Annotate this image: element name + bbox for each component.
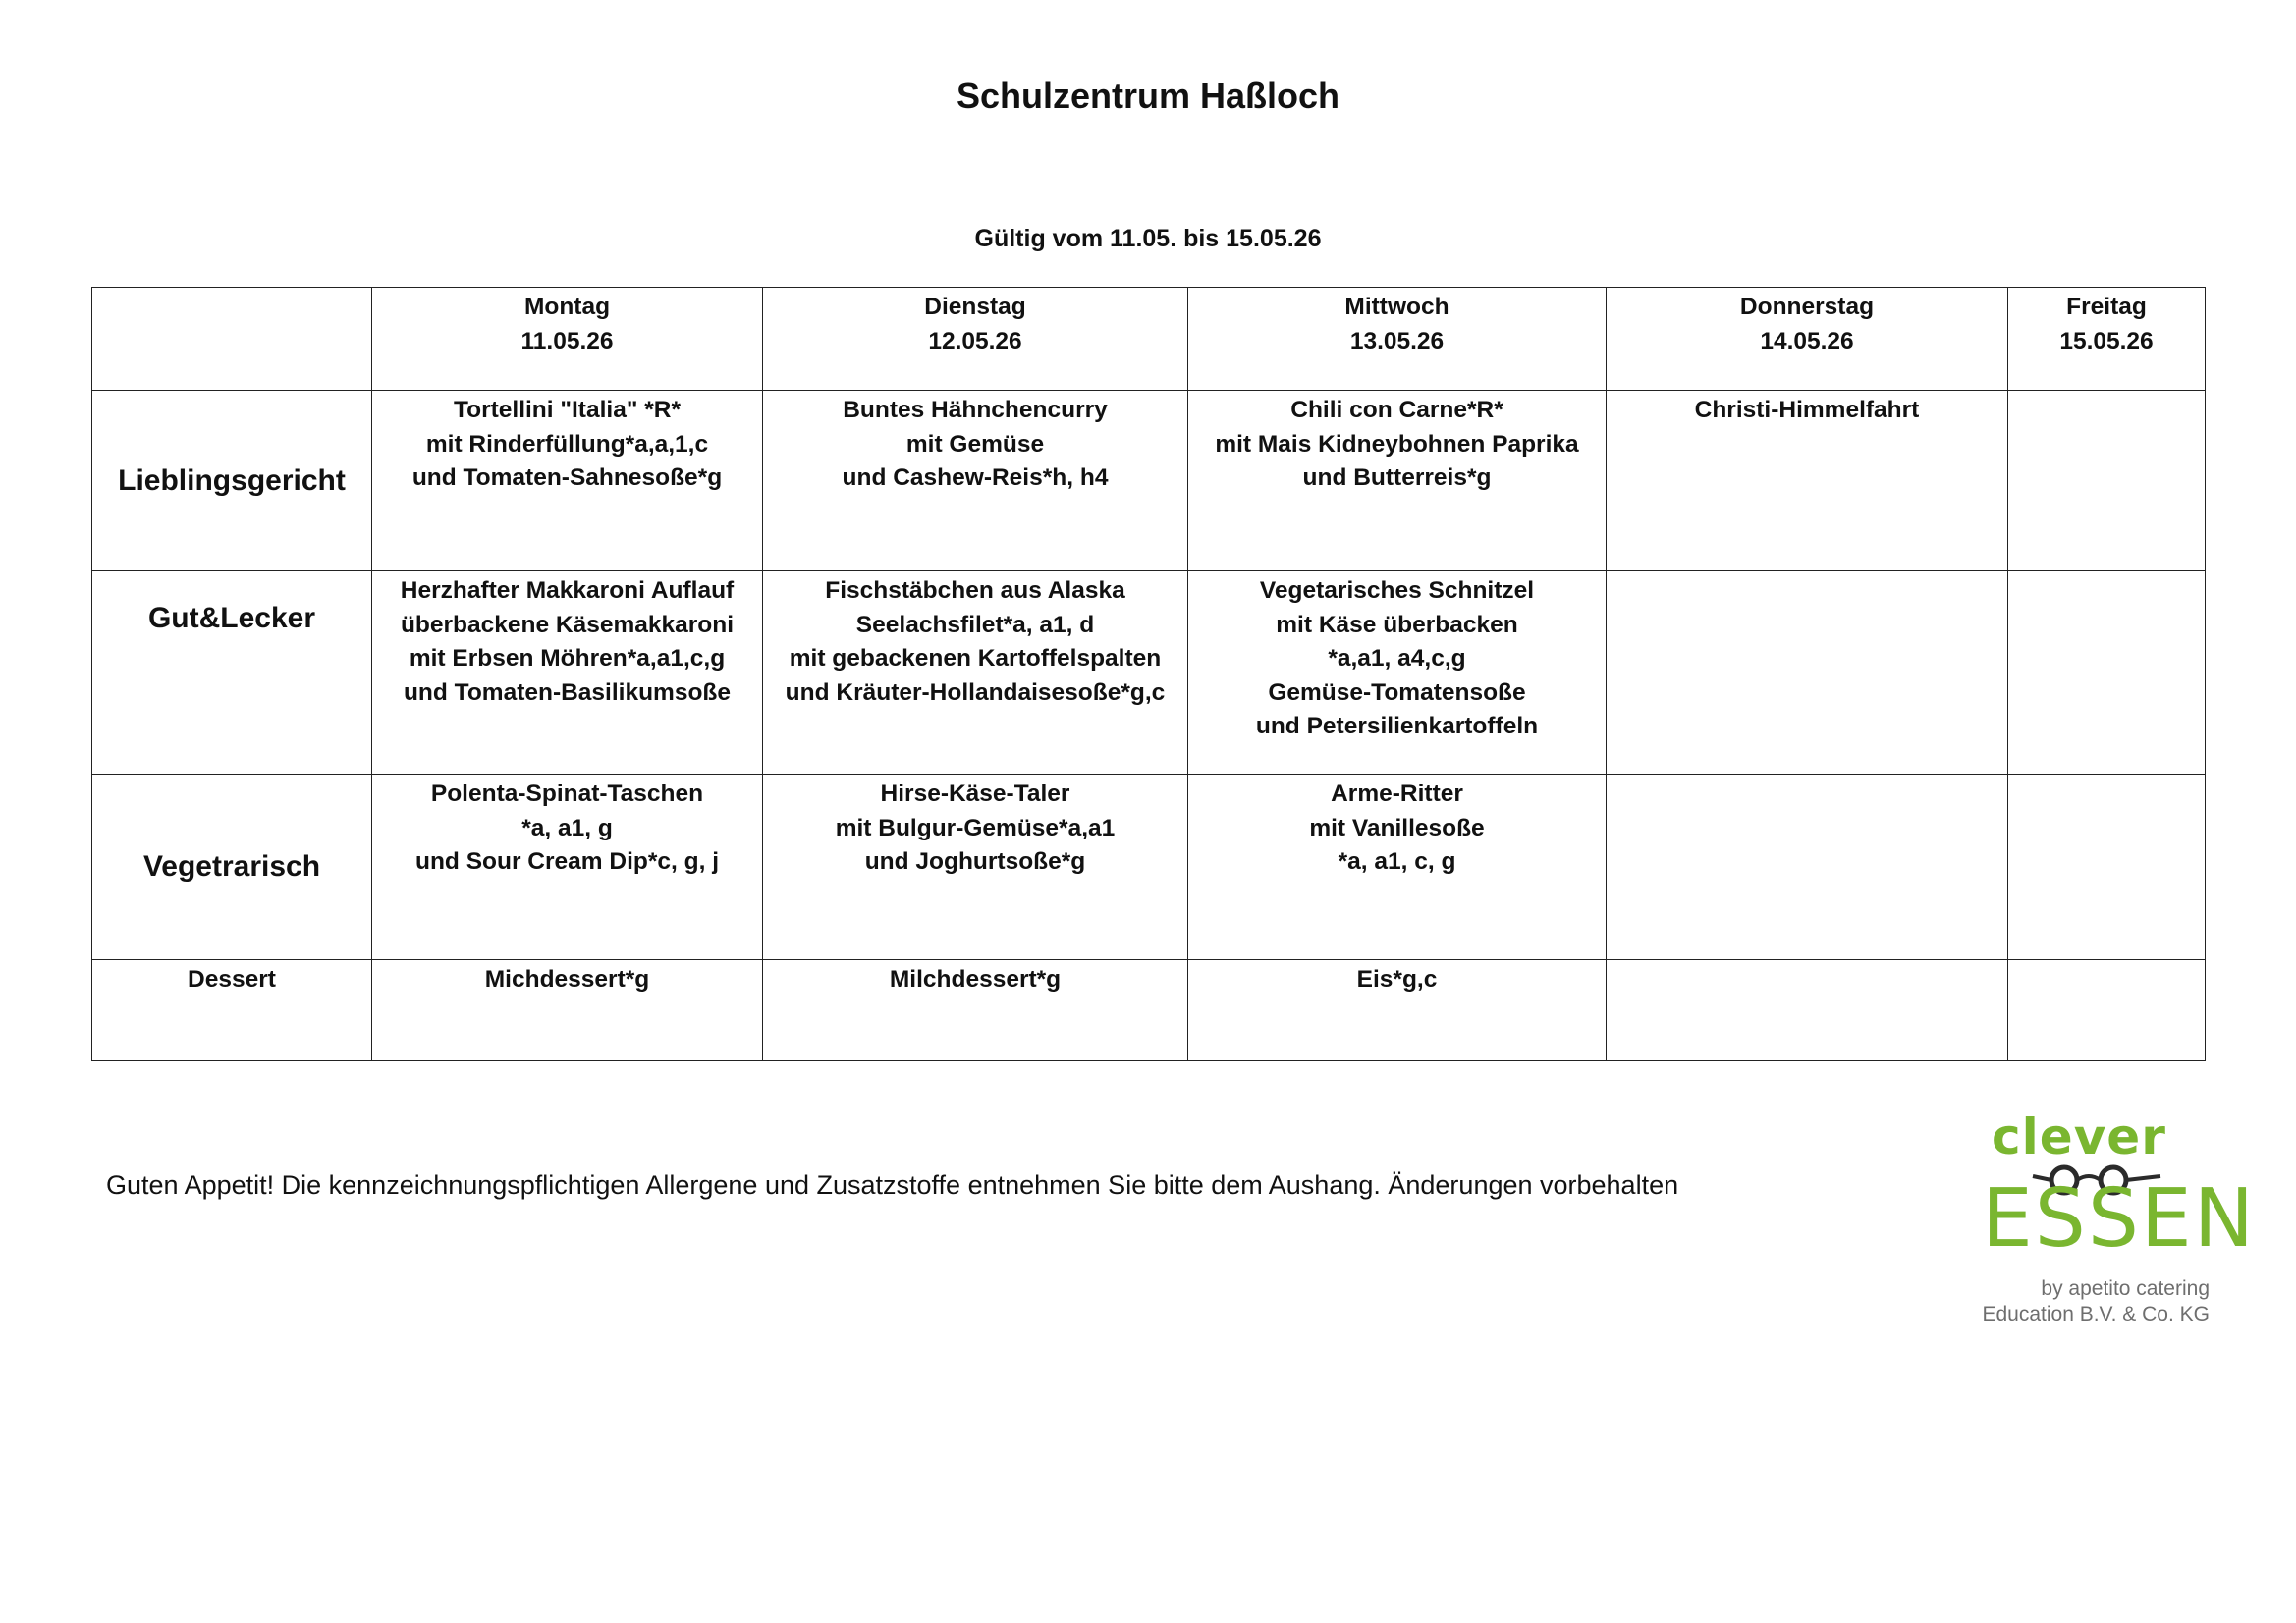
day-date: 15.05.26 bbox=[2059, 327, 2154, 354]
menu-cell: Buntes Hähnchencurry mit Gemüse und Cashew-Reis*h, h4 bbox=[763, 391, 1188, 571]
day-name: Dienstag bbox=[924, 294, 1026, 320]
menu-cell: Milchdessert*g bbox=[763, 960, 1188, 1061]
header-row bbox=[92, 288, 2206, 391]
menu-cell: Arme-Ritter mit Vanillesoße *a, a1, c, g bbox=[1188, 775, 1607, 960]
row-label: Dessert bbox=[92, 960, 372, 1061]
row-label: Vegetrarisch bbox=[92, 775, 372, 960]
day-header-tuesday bbox=[763, 288, 1188, 391]
menu-row-vegetarisch bbox=[92, 775, 2206, 960]
menu-cell: Christi-Himmelfahrt bbox=[1607, 391, 2008, 571]
corner-cell bbox=[92, 288, 372, 391]
day-name: Donnerstag bbox=[1739, 294, 1875, 320]
page-title: Schulzentrum Haßloch bbox=[956, 76, 1340, 116]
menu-row-dessert bbox=[92, 960, 2206, 1061]
menu-cell bbox=[2008, 391, 2206, 571]
day-name: Freitag bbox=[2066, 294, 2147, 320]
menu-cell bbox=[2008, 775, 2206, 960]
menu-cell: Vegetarisches Schnitzel mit Käse überbacken *a,a1, a4,c,g Gemüse-Tomatensoße und Petersilienkartoffeln bbox=[1188, 571, 1607, 775]
menu-cell: Eis*g,c bbox=[1188, 960, 1607, 1061]
logo-word-clever: clever bbox=[1992, 1109, 2166, 1165]
menu-cell: Tortellini "Italia" *R* mit Rinderfüllung*a,a,1,c und Tomaten-Sahnesoße*g bbox=[372, 391, 763, 571]
menu-cell bbox=[1607, 960, 2008, 1061]
day-header-thursday bbox=[1607, 288, 2008, 391]
validity-period: Gültig vom 11.05. bis 15.05.26 bbox=[974, 225, 1322, 252]
day-header-friday bbox=[2008, 288, 2206, 391]
day-header-monday bbox=[372, 288, 763, 391]
menu-table bbox=[91, 287, 2206, 1061]
menu-cell: Fischstäbchen aus Alaska Seelachsfilet*a, a1, d mit gebackenen Kartoffelspalten und Kräuter-Hollandaisesoße*g,c bbox=[763, 571, 1188, 775]
day-header-wednesday bbox=[1188, 288, 1607, 391]
logo-word-essen: ESSEN bbox=[1982, 1172, 2257, 1266]
day-date: 11.05.26 bbox=[520, 327, 614, 354]
menu-cell: Herzhafter Makkaroni Auflauf überbackene Käsemakkaroni mit Erbsen Möhren*a,a1,c,g und Tomaten-Basilikumsoße bbox=[372, 571, 763, 775]
menu-row-lieblingsgericht bbox=[92, 391, 2206, 571]
allergen-notice: Guten Appetit! Die kennzeichnungspflichtigen Allergene und Zusatzstoffe entnehmen Sie bitte dem Aushang. Änderungen vorbehalten bbox=[106, 1170, 1679, 1200]
menu-cell bbox=[2008, 571, 2206, 775]
menu-cell: Hirse-Käse-Taler mit Bulgur-Gemüse*a,a1 und Joghurtsoße*g bbox=[763, 775, 1188, 960]
day-date: 14.05.26 bbox=[1760, 327, 1854, 354]
menu-row-gut-lecker bbox=[92, 571, 2206, 775]
row-label: Gut&Lecker bbox=[92, 571, 372, 775]
day-date: 12.05.26 bbox=[928, 327, 1022, 354]
menu-cell: Polenta-Spinat-Taschen *a, a1, g und Sour Cream Dip*c, g, j bbox=[372, 775, 763, 960]
menu-cell bbox=[2008, 960, 2206, 1061]
day-date: 13.05.26 bbox=[1349, 327, 1445, 354]
day-name: Mittwoch bbox=[1344, 294, 1449, 320]
menu-cell: Michdessert*g bbox=[372, 960, 763, 1061]
menu-cell bbox=[1607, 571, 2008, 775]
menu-cell bbox=[1607, 775, 2008, 960]
day-name: Montag bbox=[523, 294, 611, 320]
row-label: Lieblingsgericht bbox=[92, 391, 372, 571]
logo-byline: by apetito catering bbox=[2041, 1277, 2210, 1300]
menu-cell: Chili con Carne*R* mit Mais Kidneybohnen Paprika und Butterreis*g bbox=[1188, 391, 1607, 571]
clever-essen-logo bbox=[1974, 1109, 2257, 1335]
logo-company: Education B.V. & Co. KG bbox=[1982, 1303, 2210, 1325]
